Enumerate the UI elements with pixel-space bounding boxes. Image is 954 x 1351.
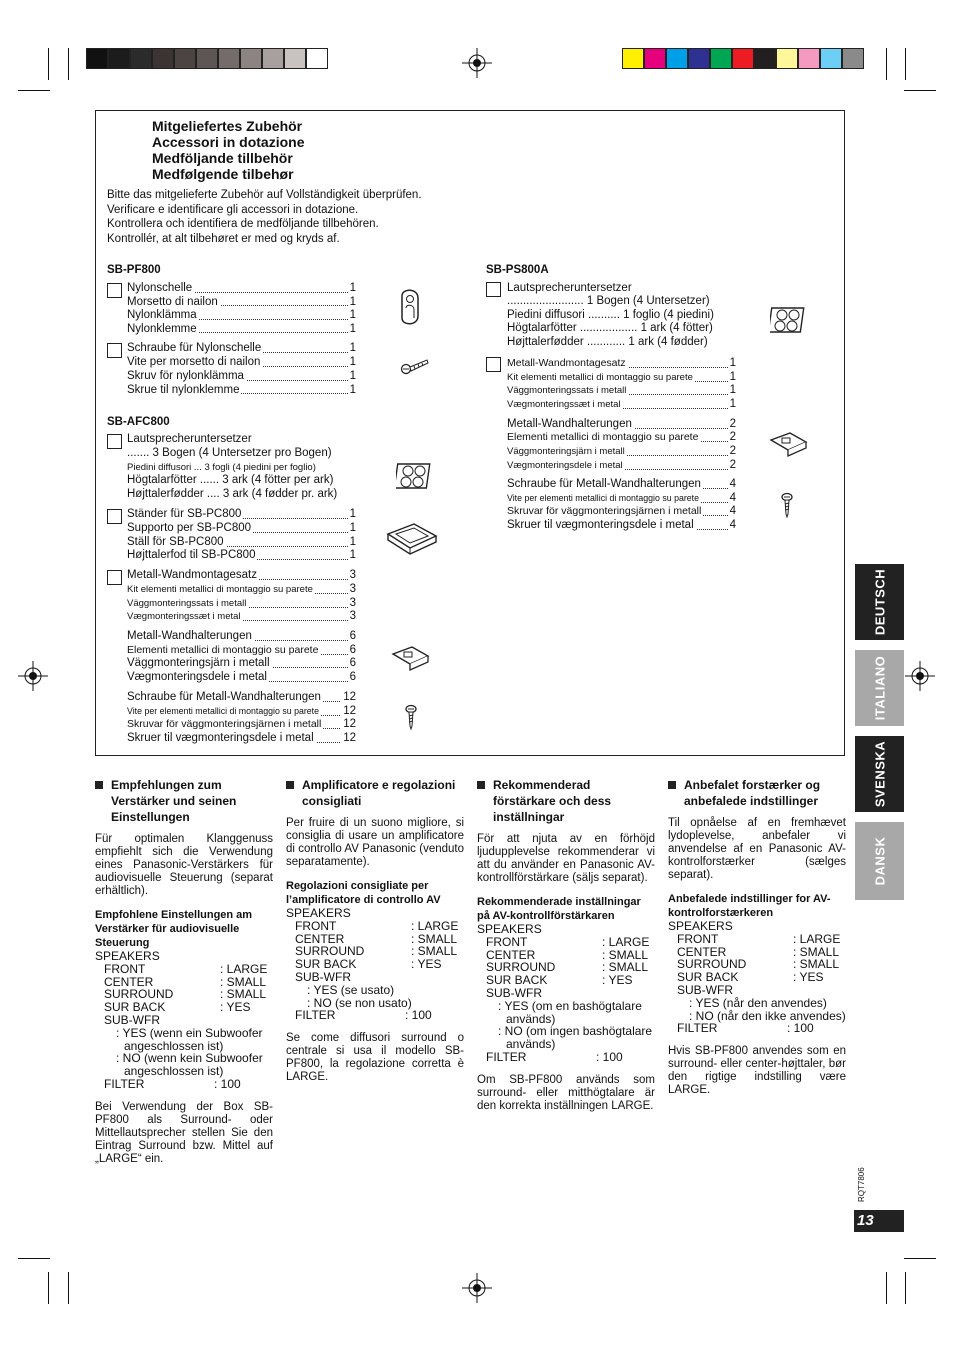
item-line: Højttalerfødder ............ 1 ark (4 fødder) bbox=[507, 336, 708, 348]
ps-wall-bracket-icon bbox=[768, 430, 810, 458]
filter-row: FILTER : 100 bbox=[677, 1021, 814, 1036]
checkbox-ps-speaker-pads[interactable] bbox=[486, 282, 501, 297]
gray-swatch bbox=[262, 48, 284, 69]
subwfr-option: : NO (når den ikke anvendes) bbox=[689, 1008, 846, 1023]
setting-key: CENTER bbox=[486, 947, 536, 962]
filter-row: FILTER : 100 bbox=[486, 1049, 623, 1064]
item-line: Morsetto di nailon 1 bbox=[127, 295, 356, 308]
checkbox-nylon-clamp-screw[interactable] bbox=[107, 343, 122, 358]
column-intro: Per fruire di un suono migliore, si consiglia di usare un amplificatore di controllo AV Panasonic (venduto separatamente). bbox=[286, 817, 464, 868]
item-line: Schraube für Metall-Wandhalterungen 4 bbox=[507, 478, 736, 490]
wall-bracket-icon bbox=[390, 644, 432, 672]
page-title bbox=[152, 118, 304, 182]
column-heading: Rekommenderad förstärkare och dess inställningar bbox=[477, 777, 655, 825]
gray-swatch bbox=[306, 48, 328, 69]
crop-mark bbox=[48, 1272, 49, 1304]
setting-value: : YES bbox=[793, 970, 824, 985]
setting-key: FRONT bbox=[677, 931, 719, 946]
ps-speaker-pads-icon bbox=[770, 306, 806, 334]
item-line: Vægmonteringsdele i metal 2 bbox=[507, 459, 736, 471]
setting-key: SUR BACK bbox=[104, 1000, 166, 1015]
color-swatch bbox=[820, 48, 842, 69]
crop-mark bbox=[905, 1272, 906, 1304]
gray-swatch bbox=[130, 48, 152, 69]
crop-mark bbox=[904, 1258, 936, 1259]
setting-key: SUR BACK bbox=[295, 957, 357, 972]
color-swatch bbox=[710, 48, 732, 69]
item-line: Lautsprecheruntersetzer bbox=[127, 433, 252, 445]
settings-heading: Anbefalede indstillinger for AV-kontrolforstærkeren bbox=[668, 893, 831, 919]
nylon-clamp-icon bbox=[396, 286, 424, 328]
item-line: Kit elementi metallici di montaggio su parete 3 bbox=[127, 583, 356, 595]
item-line: Skruvar för väggmonteringsjärnen i metall 12 bbox=[127, 718, 356, 730]
setting-value: : SMALL bbox=[602, 947, 649, 962]
subwfr-option: : YES (når den anvendes) bbox=[689, 995, 827, 1010]
recommendation-column bbox=[668, 777, 846, 1097]
item-line: Schraube für Nylonschelle 1 bbox=[127, 342, 356, 354]
registration-mark-icon bbox=[905, 661, 935, 691]
setting-value: : SMALL bbox=[793, 944, 840, 959]
speaker-pads-icon bbox=[396, 462, 432, 490]
speakers-label: SPEAKERS bbox=[668, 919, 733, 933]
bullet-square-icon bbox=[95, 781, 103, 789]
column-note: Hvis SB-PF800 anvendes som en surround- eller center-højttaler, bør den rigtige indstilling være LARGE. bbox=[668, 1045, 846, 1097]
tab-svenska[interactable]: SVENSKA bbox=[855, 736, 904, 812]
item-line: Skruer til vægmonteringsdele i metal 4 bbox=[507, 519, 736, 531]
subwfr-label: SUB-WFR bbox=[677, 982, 733, 997]
column-intro: Für optimalen Klanggenuss empfiehlt sich die Verwendung eines Panasonic-Verstärkers für audiovisuelle Steuerung (separat erhältlich). bbox=[95, 833, 273, 897]
crop-mark bbox=[18, 90, 50, 91]
color-swatch bbox=[644, 48, 666, 69]
subwfr-label: SUB-WFR bbox=[295, 969, 351, 984]
gray-swatch bbox=[196, 48, 218, 69]
item-line: Kit elementi metallici di montaggio su parete 1 bbox=[507, 371, 736, 383]
item-line: Lautsprecheruntersetzer bbox=[507, 282, 632, 294]
section-heading-sb-ps800a: SB-PS800A bbox=[486, 264, 549, 276]
recommendation-column bbox=[286, 777, 464, 1084]
item-line: Piedini diffusori ... 3 fogli (4 piedini per foglio) bbox=[127, 462, 316, 473]
gray-swatch bbox=[284, 48, 306, 69]
item-line: Väggmonteringssats i metall 3 bbox=[127, 597, 356, 609]
tab-deutsch[interactable]: DEUTSCH bbox=[855, 564, 904, 640]
item-line: Supporto per SB-PC800 1 bbox=[127, 522, 356, 534]
color-swatch bbox=[688, 48, 710, 69]
column-note: Bei Verwendung der Box SB-PF800 als Surround- oder Mittellautsprecher stellen Sie den Eintrag Surround bzw. Mittel auf „LARGE“ ein. bbox=[95, 1100, 273, 1165]
setting-key: SUR BACK bbox=[486, 973, 548, 988]
item-line: ....... 3 Bogen (4 Untersetzer pro Bogen) bbox=[127, 447, 332, 459]
crop-mark bbox=[905, 48, 906, 80]
gray-swatch bbox=[86, 48, 108, 69]
item-line: Skruvar för väggmonteringsjärnen i metall 4 bbox=[507, 505, 736, 517]
color-swatch bbox=[754, 48, 776, 69]
item-line: Schraube für Metall-Wandhalterungen 12 bbox=[127, 691, 356, 703]
speakers-label: SPEAKERS bbox=[95, 949, 160, 963]
item-line: Högtalarfötter .................. 1 ark (4 fötter) bbox=[507, 322, 713, 334]
settings-heading: Rekommenderade inställningar på AV-kontrollförstärkaren bbox=[477, 896, 641, 922]
column-heading: Anbefalet forstærker og anbefalede indstillinger bbox=[668, 777, 846, 809]
subwfr-option: : YES (se usato) bbox=[307, 982, 395, 997]
item-line: Vite per elementi metallici di montaggio su parete 12 bbox=[127, 705, 356, 717]
setting-value: : SMALL bbox=[411, 944, 458, 959]
title-da: Medfølgende tilbehør bbox=[152, 166, 294, 182]
setting-value: : SMALL bbox=[220, 987, 267, 1002]
subwfr-option: : NO (wenn kein Subwoofer angeschlossen ist) bbox=[116, 1051, 263, 1079]
gray-swatch bbox=[174, 48, 196, 69]
crop-mark bbox=[48, 48, 49, 80]
setting-key: CENTER bbox=[677, 944, 727, 959]
setting-value: : YES bbox=[411, 957, 442, 972]
color-swatch bbox=[666, 48, 688, 69]
intro-line: Kontrollera och identifiera de medföljande tillbehören. bbox=[107, 218, 379, 230]
item-line: Metall-Wandhalterungen 2 bbox=[507, 418, 736, 430]
setting-value: : YES bbox=[602, 973, 633, 988]
settings-heading: Empfohlene Einstellungen am Verstärker für audiovisuelle Steuerung bbox=[95, 909, 253, 949]
item-line: Väggmonteringsjärn i metall 6 bbox=[127, 657, 356, 669]
crop-mark bbox=[886, 1272, 887, 1304]
crop-mark bbox=[68, 48, 69, 80]
subwfr-option: : YES (om en bashögtalare används) bbox=[498, 998, 642, 1026]
crop-mark bbox=[68, 1272, 69, 1304]
item-line: Metall-Wandmontagesatz 3 bbox=[127, 569, 356, 581]
setting-key: SURROUND bbox=[104, 987, 174, 1002]
bullet-square-icon bbox=[477, 781, 485, 789]
color-swatch bbox=[732, 48, 754, 69]
registration-mark-icon bbox=[462, 1273, 492, 1303]
item-line: Metall-Wandmontagesatz 1 bbox=[507, 357, 736, 369]
subwfr-option: : NO (om ingen bashögtalare används) bbox=[498, 1024, 653, 1052]
gray-swatch bbox=[152, 48, 174, 69]
item-line: Højttalerfødder .... 3 ark (4 fødder pr. ark) bbox=[127, 488, 338, 500]
setting-value: : LARGE bbox=[793, 931, 841, 946]
setting-key: FRONT bbox=[486, 934, 528, 949]
color-swatch bbox=[798, 48, 820, 69]
subwfr-label: SUB-WFR bbox=[104, 1012, 160, 1027]
setting-value: : SMALL bbox=[220, 974, 267, 989]
tab-italiano[interactable]: ITALIANO bbox=[855, 650, 904, 726]
item-line: ........................ 1 Bogen (4 Untersetzer) bbox=[507, 295, 710, 307]
column-intro: Til opnåelse af en fremhævet lydoplevelse, anbefaler vi anvendelse af en Panasonic AV-kontrolforstærker (sælges separat). bbox=[668, 817, 846, 881]
item-line: Metall-Wandhalterungen 6 bbox=[127, 630, 356, 642]
setting-value: : SMALL bbox=[793, 957, 840, 972]
checkbox-ps-wall-mount-kit[interactable] bbox=[486, 357, 501, 372]
item-line: Piedini diffusori .......... 1 foglio (4 piedini) bbox=[507, 309, 714, 321]
intro-text bbox=[107, 188, 422, 246]
color-swatch bbox=[776, 48, 798, 69]
filter-row: FILTER : 100 bbox=[295, 1008, 432, 1023]
crop-mark bbox=[18, 1258, 50, 1259]
document-code: RQT7806 bbox=[857, 1167, 866, 1202]
page-number: 13 bbox=[854, 1210, 904, 1232]
item-line: Skruv för nylonklämma 1 bbox=[127, 370, 356, 382]
column-heading: Amplificatore e regolazioni consigliati bbox=[286, 777, 464, 809]
setting-key: CENTER bbox=[104, 974, 154, 989]
setting-key: SURROUND bbox=[677, 957, 747, 972]
subwfr-label: SUB-WFR bbox=[486, 985, 542, 1000]
section-heading-sb-afc800: SB-AFC800 bbox=[107, 416, 170, 428]
intro-line: Kontrollér, at alt tilbehøret er med og kryds af. bbox=[107, 232, 340, 245]
item-line: Elementi metallici di montaggio su parete 2 bbox=[507, 431, 736, 443]
item-line: Skruer til vægmonteringsdele i metal 12 bbox=[127, 732, 356, 744]
crop-mark bbox=[886, 48, 887, 80]
setting-key: CENTER bbox=[295, 931, 345, 946]
title-sv: Medföljande tillbehör bbox=[152, 150, 293, 166]
checkbox-stand[interactable] bbox=[107, 509, 122, 524]
subwfr-option: : YES (wenn ein Subwoofer angeschlossen ist) bbox=[116, 1025, 263, 1053]
bullet-square-icon bbox=[668, 781, 676, 789]
item-line: Nylonklemme 1 bbox=[127, 322, 356, 335]
item-line: Vite per morsetto di nailon 1 bbox=[127, 356, 356, 368]
item-line: Nylonklämma 1 bbox=[127, 309, 356, 321]
gray-swatch bbox=[240, 48, 262, 69]
setting-key: SUR BACK bbox=[677, 970, 739, 985]
setting-row bbox=[477, 936, 655, 949]
setting-key: SURROUND bbox=[295, 944, 365, 959]
setting-value: : LARGE bbox=[220, 961, 268, 976]
intro-line: Verificare e identificare gli accessori in dotazione. bbox=[107, 203, 359, 216]
bracket-screw-icon bbox=[404, 704, 418, 730]
bullet-square-icon bbox=[286, 781, 294, 789]
gray-swatch bbox=[108, 48, 130, 69]
column-heading: Empfehlungen zum Verstärker und seinen Einstellungen bbox=[95, 777, 273, 825]
item-line: Högtalarfötter ...... 3 ark (4 fötter per ark) bbox=[127, 474, 334, 486]
item-line: Väggmonteringssats i metall 1 bbox=[507, 384, 736, 396]
item-line: Väggmonteringsjärn i metall 2 bbox=[507, 445, 736, 457]
item-line: Ställ för SB-PC800 1 bbox=[127, 536, 356, 548]
setting-value: : LARGE bbox=[411, 918, 459, 933]
screw-icon bbox=[400, 356, 430, 376]
item-line: Elementi metallici di montaggio su parete 6 bbox=[127, 644, 356, 656]
subwfr-option: : NO (se non usato) bbox=[307, 995, 412, 1010]
crop-mark bbox=[904, 90, 936, 91]
setting-row bbox=[668, 933, 846, 946]
setting-row bbox=[286, 920, 464, 933]
item-line: Højttalerfod til SB-PC800 1 bbox=[127, 549, 356, 561]
title-de: Mitgeliefertes Zubehör bbox=[152, 118, 303, 134]
item-line: Nylonschelle 1 bbox=[127, 282, 356, 294]
section-heading-sb-pf800: SB-PF800 bbox=[107, 264, 161, 276]
checkbox-nylon-clamp[interactable] bbox=[107, 283, 122, 298]
speakers-label: SPEAKERS bbox=[477, 922, 542, 936]
item-line: Ständer für SB-PC800 1 bbox=[127, 508, 356, 520]
item-line: Skrue til nylonklemme 1 bbox=[127, 383, 356, 396]
color-swatch bbox=[622, 48, 644, 69]
item-line: Vægmonteringssæt i metal 1 bbox=[507, 398, 736, 410]
setting-value: : YES bbox=[220, 1000, 251, 1015]
registration-mark-icon bbox=[462, 48, 492, 78]
item-line: Vægmonteringssæt i metal 3 bbox=[127, 610, 356, 622]
item-line: Vite per elementi metallici di montaggio su parete 4 bbox=[507, 492, 736, 504]
speakers-label: SPEAKERS bbox=[286, 906, 351, 920]
settings-heading: Regolazioni consigliate per l’amplificatore di controllo AV bbox=[286, 880, 441, 906]
filter-row: FILTER : 100 bbox=[104, 1076, 241, 1091]
setting-key: FRONT bbox=[104, 961, 146, 976]
tab-dansk[interactable]: DANSK bbox=[855, 822, 904, 900]
column-note: Se come diffusori surround o centrale si usa il modello SB-PF800, la regolazione corretta è LARGE. bbox=[286, 1032, 464, 1084]
column-intro: För att njuta av en förhöjd ljudupplevelse rekommenderar vi att du använder en Panasonic AV-kontrollförstärkare (säljs separat). bbox=[477, 833, 655, 884]
color-swatch bbox=[842, 48, 864, 69]
gray-swatch bbox=[218, 48, 240, 69]
checkbox-speaker-pads[interactable] bbox=[107, 434, 122, 449]
recommendation-column bbox=[95, 777, 273, 1166]
setting-value: : LARGE bbox=[602, 934, 650, 949]
checkbox-wall-mount-kit[interactable] bbox=[107, 570, 122, 585]
setting-key: SURROUND bbox=[486, 960, 556, 975]
title-it: Accessori in dotazione bbox=[152, 134, 305, 150]
item-line: Vægmonteringsdele i metal 6 bbox=[127, 671, 356, 683]
setting-value: : SMALL bbox=[411, 931, 458, 946]
ps-bracket-screw-icon bbox=[780, 492, 794, 518]
setting-row bbox=[95, 963, 273, 976]
column-note: Om SB-PF800 används som surround- eller mitthögtalare är den korrekta inställningen LARGE. bbox=[477, 1073, 655, 1112]
setting-value: : SMALL bbox=[602, 960, 649, 975]
stand-icon bbox=[384, 520, 440, 556]
recommendation-column bbox=[477, 777, 655, 1113]
registration-mark-icon bbox=[18, 661, 48, 691]
intro-line: Bitte das mitgelieferte Zubehör auf Vollständigkeit überprüfen. bbox=[107, 189, 422, 201]
setting-key: FRONT bbox=[295, 918, 337, 933]
